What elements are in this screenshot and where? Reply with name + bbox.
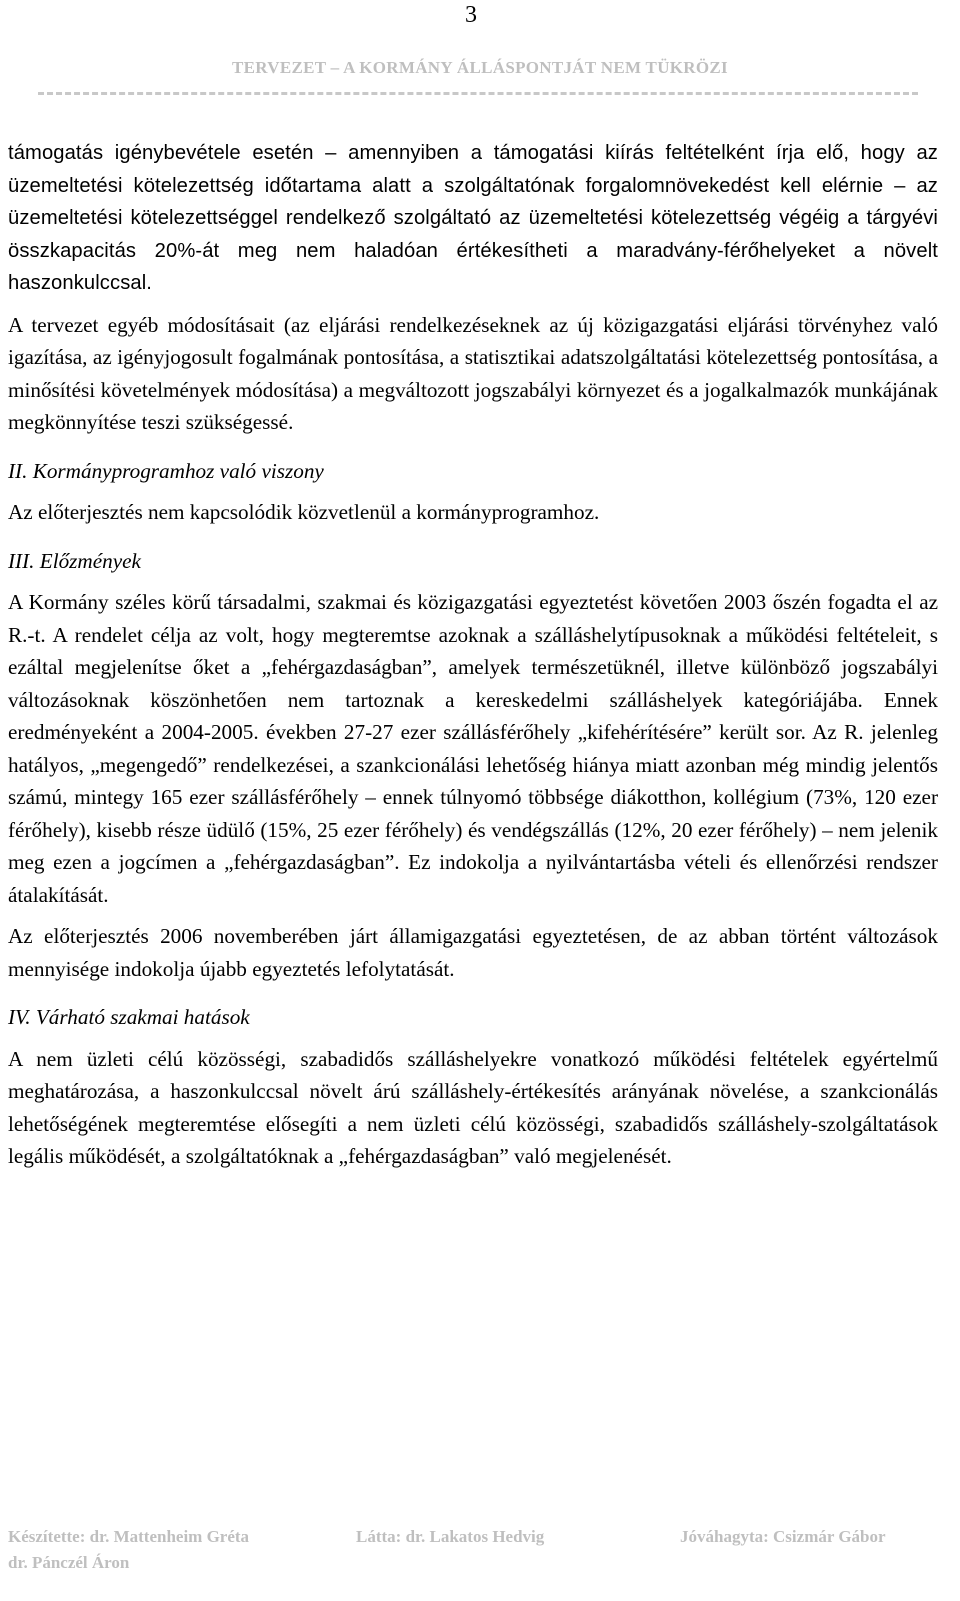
footer-approved-by: Jóváhagyta: Csizmár Gábor xyxy=(680,1527,886,1546)
document-body xyxy=(8,137,938,1173)
page-number: 3 xyxy=(465,2,477,28)
paragraph-government-program: Az előterjesztés nem kapcsolódik közvetlenül a kormányprogramhoz. xyxy=(8,500,600,524)
section-heading-government-program: II. Kormányprogramhoz való viszony xyxy=(8,458,324,483)
paragraph-consultation: Az előterjesztés 2006 novemberében járt államigazgatási egyeztetésen, de az abban történt változások mennyisége indokolja újabb egyeztetés lefolytatását. xyxy=(8,924,938,981)
paragraph-expected-effects: A nem üzleti célú közösségi, szabadidős szálláshelyekre vonatkozó működési feltételek egyértelmű meghatározása, a haszonkulccsal növelt árú szálláshely-értékesítés arányának növelése, a szankcionálás lehetőségének megteremtése elősegíti a nem üzleti célú közösségi, szabadidős szálláshely-szolgáltatások legális működését, a szolgáltatóknak a „fehérgazdaságban” való megjelenését. xyxy=(8,1046,938,1168)
section-heading-expected-effects: IV. Várható szakmai hatások xyxy=(8,1005,250,1029)
header-divider xyxy=(38,92,918,99)
paragraph-other-modifications: A tervezet egyéb módosításait (az eljárási rendelkezéseknek az új közigazgatási eljárási törvényhez való igazítása, az igényjogosult fogalmának pontosítása, a statisztikai adatszolgáltatási kötelezettség pontosítása, a minősítési követelmények módosítása) a megváltozott jogszabályi környezet és a jogalkalmazók munkájának megkönnyítése teszi szükségessé. xyxy=(8,312,938,434)
footer-co-author: dr. Pánczél Áron xyxy=(8,1553,130,1572)
footer-prepared-by: Készítette: dr. Mattenheim Gréta xyxy=(8,1527,250,1546)
section-heading-antecedents: III. Előzmények xyxy=(8,548,141,573)
footer-seen-by: Látta: dr. Lakatos Hedvig xyxy=(356,1527,545,1546)
paragraph-antecedents: A Kormány széles körű társadalmi, szakmai és közigazgatási egyeztetést követően 2003 őszén fogadta el az R.-t. A rendelet célja az volt, hogy megteremtse azoknak a szálláshelytípusoknak a működési feltételeit, s ezáltal megjelenítse őket a „fehérgazdaságban”, amelyek természetüknél, illetve különböző jogszabályi változásoknak köszönhetően nem tartoznak a kereskedelmi szálláshelyek kategóriájába. Ennek eredményeként a 2004-2005. években 27-27 ezer szállásférőhely „kifehérítésére” került sor. Az R. jelenleg hatályos, „megengedő” rendelkezései, a szankcionálási lehetőség hiánya miatt azonban még mindig jelentős számú, mintegy 165 ezer szállásférőhely – ennek túlnyomó többsége diákotthon, kollégium (73%, 120 ezer férőhely), kisebb része üdülő (15%, 25 ezer férőhely) és vendégszállás (12%, 20 ezer férőhely) – nem jelenik meg ezen a jogcímen a „fehérgazdaságban”. Ez indokolja a nyilvántartásba vételi és ellenőrzési rendszer átalakítását. xyxy=(8,590,938,907)
paragraph-support-conditions: támogatás igénybevétele esetén – amennyiben a támogatási kiírás feltételként írja elő, hogy az üzemeltetési kötelezettség időtartama alatt a szolgáltatónak forgalomnövekedést kell elérnie – az üzemeltetési kötelezettséggel rendelkező szolgáltató az üzemeltetési kötelezettség végéig a tárgyévi összkapacitás 20%-át meg nem haladóan értékesítheti a maradvány-férőhelyeket a növelt haszonkulccsal. xyxy=(8,142,938,294)
draft-watermark-header: TERVEZET – A KORMÁNY ÁLLÁSPONTJÁT NEM TÜKRÖZI xyxy=(232,58,728,77)
